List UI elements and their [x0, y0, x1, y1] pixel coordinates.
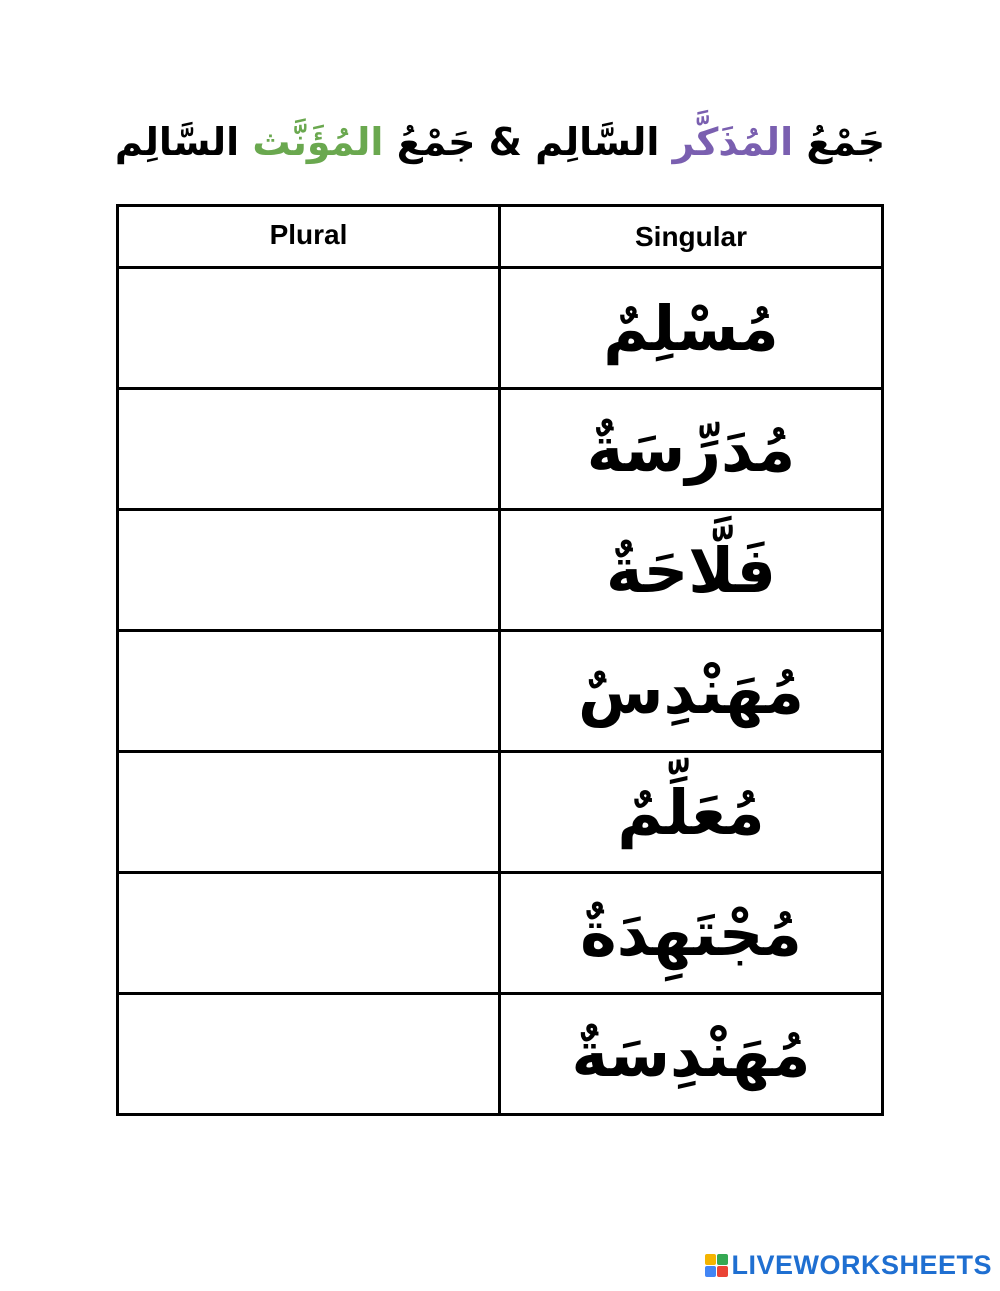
singular-word: مُهَنْدِسَةٌ: [500, 994, 883, 1115]
table-row: [118, 873, 883, 994]
table-row: [118, 389, 883, 510]
table-header-row: [118, 206, 883, 268]
title-part-feminine: المُؤَنَّث: [252, 120, 384, 164]
liveworksheets-logo: [705, 1250, 992, 1281]
singular-header: Singular: [500, 206, 883, 268]
singular-word: مُجْتَهِدَةٌ: [500, 873, 883, 994]
title-part-masculine: المُذَكَّر: [672, 120, 794, 164]
singular-word: مُدَرِّسَةٌ: [500, 389, 883, 510]
title-part-salim-and: السَّالِم & جَمْعُ: [396, 120, 660, 164]
plural-answer-cell[interactable]: [118, 631, 500, 752]
table-row: [118, 752, 883, 873]
worksheet-title: [0, 112, 1000, 172]
plural-answer-cell[interactable]: [118, 510, 500, 631]
singular-word: مُسْلِمٌ: [500, 268, 883, 389]
title-part-jam: جَمْعُ: [806, 120, 886, 164]
title-part-salim: السَّالِم: [114, 120, 240, 164]
plural-header: Plural: [118, 206, 500, 268]
plural-answer-cell[interactable]: [118, 268, 500, 389]
logo-text: LIVEWORKSHEETS: [731, 1250, 992, 1280]
liveworksheets-logo-icon: [705, 1254, 728, 1277]
singular-word: مُهَنْدِسٌ: [500, 631, 883, 752]
singular-word: مُعَلِّمٌ: [500, 752, 883, 873]
plural-answer-cell[interactable]: [118, 389, 500, 510]
table-row: [118, 268, 883, 389]
plural-answer-cell[interactable]: [118, 994, 500, 1115]
table-row: [118, 510, 883, 631]
plural-answer-cell[interactable]: [118, 752, 500, 873]
table-row: [118, 631, 883, 752]
plural-answer-cell[interactable]: [118, 873, 500, 994]
singular-word: فَلَّاحَةٌ: [500, 510, 883, 631]
table-row: [118, 994, 883, 1115]
plural-singular-table: [116, 204, 884, 1116]
